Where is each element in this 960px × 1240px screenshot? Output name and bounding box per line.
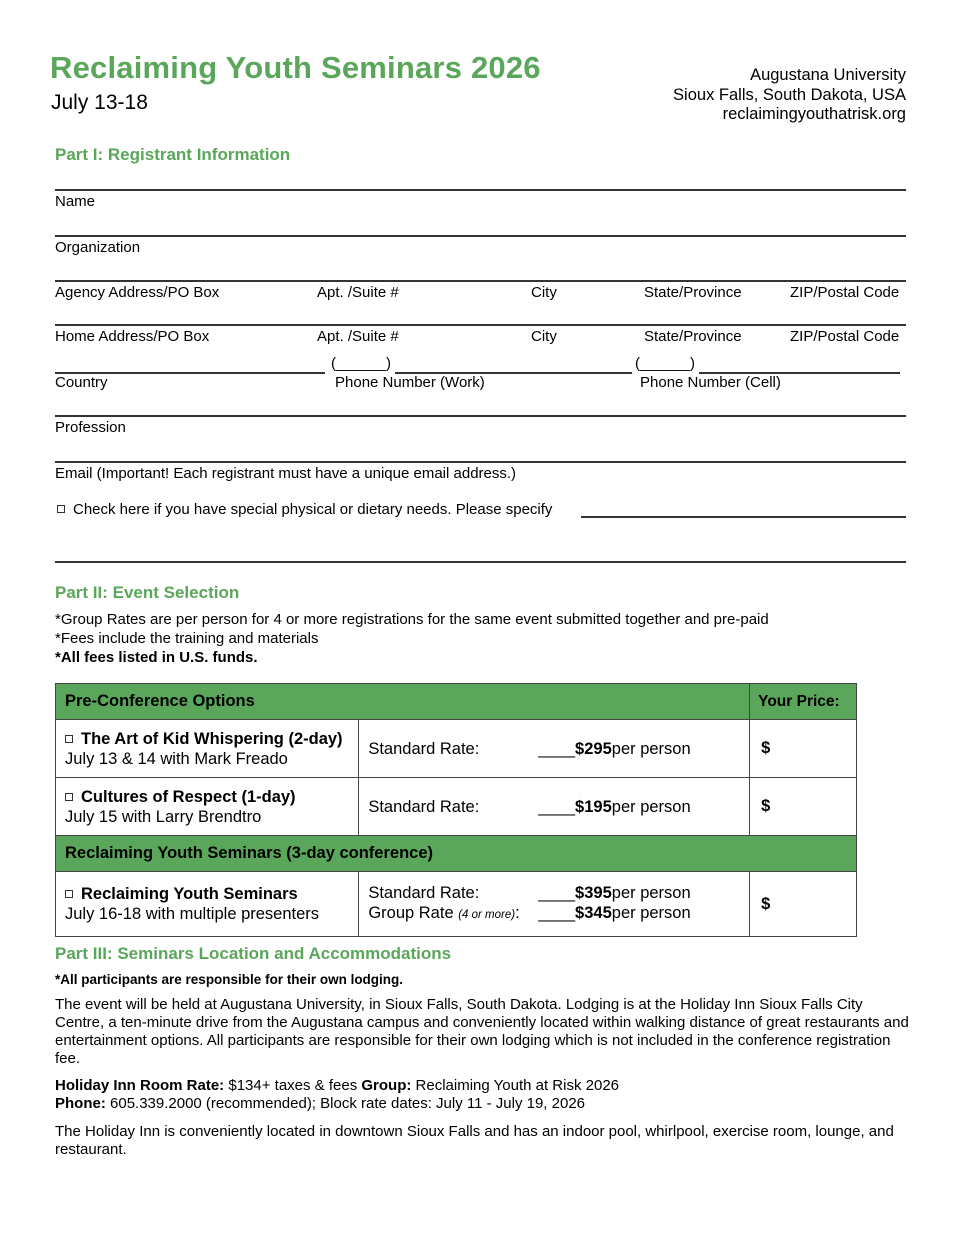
event-row [56,872,857,937]
group-rate-colon: : [515,904,520,922]
phone-work-label: Phone Number (Work) [335,374,485,391]
event-rates [359,778,750,836]
your-price-field[interactable]: $ [750,778,857,836]
rate-unit: per person [611,797,691,816]
cell-area-code-field[interactable]: (______) [635,355,696,372]
home-address-field[interactable] [55,324,906,326]
group-rate-label [368,903,538,925]
event-detail: July 16-18 with multiple presenters [65,905,320,923]
part1-heading: Part I: Registrant Information [55,145,291,164]
agency-state-label: State/Province [644,284,742,301]
rate-unit: per person [611,739,691,758]
email-field[interactable] [55,461,906,463]
venue-address [673,66,906,125]
event-title: The Art of Kid Whispering (2-day) [81,729,343,748]
home-city-label: City [531,328,557,345]
phone-value: 605.339.2000 (recommended); Block rate dates: July 11 - July 19, 2026 [105,1095,586,1112]
rate-unit: per person [611,884,691,902]
rate-label: Standard Rate: [368,797,480,816]
event-checkbox-kid-whispering[interactable] [65,735,73,743]
special-needs-label: Check here if you have special physical or dietary needs. Please specify [73,501,553,518]
page-title: Reclaiming Youth Seminars 2026 [50,50,541,85]
phone-cell-label: Phone Number (Cell) [640,374,781,391]
profession-field[interactable] [55,415,906,417]
location-description: The event will be held at Augustana University, in Sioux Falls, South Dakota. Lodging is at the Holiday Inn Sioux Falls City Centre, a ten-minute drive from the Augustana campus and conveniently located within walking distance of great restaurants and entertainment options. All participants are responsible for their own lodging which is not included in the conference registration fee. [55,996,909,1067]
event-detail: July 13 & 14 with Mark Freado [65,749,288,768]
group-value: Reclaiming Youth at Risk 2026 [411,1077,620,1094]
event-checkbox-reclaiming-youth[interactable] [65,890,73,898]
rate-amount: $295 [575,739,612,758]
work-area-code-field[interactable]: (______) [331,355,392,372]
email-label: Email (Important! Each registrant must have a unique email address.) [55,465,517,482]
event-selection-table [55,683,857,937]
event-description [56,720,359,778]
special-needs-field-line2[interactable] [55,561,906,563]
conference-header: Reclaiming Youth Seminars (3-day conference) [56,836,857,872]
home-zip-label: ZIP/Postal Code [790,328,900,345]
event-title: Cultures of Respect (1-day) [81,787,296,806]
event-title: Reclaiming Youth Seminars [81,885,298,903]
preconf-header-row [56,684,857,720]
event-dates: July 13-18 [51,91,148,114]
phone-label: Phone: [55,1095,106,1112]
home-apt-label: Apt. /Suite # [317,328,399,345]
agency-address-field[interactable] [55,280,906,282]
special-needs-checkbox[interactable] [57,505,65,513]
home-state-label: State/Province [644,328,742,345]
lodging-note: *All participants are responsible for their own lodging. [55,972,404,987]
event-row [56,720,857,778]
rate-blank[interactable]: ____ [538,904,576,922]
agency-city-label: City [531,284,557,301]
group-label: Group: [361,1077,412,1094]
organization-field[interactable] [55,235,906,237]
preconf-header: Pre-Conference Options [56,684,750,720]
hotel-amenities: The Holiday Inn is conveniently located in downtown Sioux Falls and has an indoor pool, whirlpool, exercise room, lounge, and restaurant. [55,1123,894,1158]
event-rates [359,872,750,937]
website-link[interactable]: reclaimingyouthatrisk.org [722,105,906,123]
room-rate-label: Holiday Inn Room Rate: [55,1077,225,1094]
special-needs-row [57,501,552,518]
profession-label: Profession [55,419,126,436]
part3-heading: Part III: Seminars Location and Accommodations [55,944,452,963]
part2-heading: Part II: Event Selection [55,583,240,602]
event-description [56,872,359,937]
rate-blank[interactable]: ____ [538,884,576,902]
rate-label: Standard Rate: [368,739,480,758]
rate-label: Standard Rate: [368,884,480,902]
group-rate-note: (4 or more) [458,909,516,921]
special-needs-field[interactable] [581,516,906,518]
currency-note: *All fees listed in U.S. funds. [55,649,258,666]
group-rate-note: *Group Rates are per person for 4 or more registrations for the same event submitted together and pre-paid [55,611,769,628]
your-price-field[interactable]: $ [750,720,857,778]
rate-amount: $195 [575,797,612,816]
your-price-header: Your Price: [750,684,857,720]
group-rate-text: Group Rate [368,904,459,922]
name-label: Name [55,193,96,210]
rate-unit: per person [611,904,691,922]
venue-name: Augustana University [750,66,906,84]
event-detail: July 15 with Larry Brendtro [65,807,262,826]
event-description [56,778,359,836]
rate-blank[interactable]: ____ [538,739,576,758]
home-address-label: Home Address/PO Box [55,328,210,345]
event-rates [359,720,750,778]
room-rate-value: $134+ taxes & fees [224,1077,362,1094]
agency-zip-label: ZIP/Postal Code [790,284,900,301]
venue-city: Sioux Falls, South Dakota, USA [673,85,906,104]
rate-blank[interactable]: ____ [538,797,576,816]
conference-header-row [56,836,857,872]
agency-apt-label: Apt. /Suite # [317,284,399,301]
your-price-field[interactable]: $ [750,872,857,937]
fees-note: *Fees include the training and materials [55,630,319,647]
hotel-rate-info [55,1077,915,1113]
rate-amount: $345 [575,904,612,922]
country-label: Country [55,374,108,391]
event-checkbox-cultures-of-respect[interactable] [65,793,73,801]
rate-amount: $395 [575,884,612,902]
event-row [56,778,857,836]
name-field[interactable] [55,189,906,191]
organization-label: Organization [55,239,141,256]
agency-address-label: Agency Address/PO Box [55,284,220,301]
